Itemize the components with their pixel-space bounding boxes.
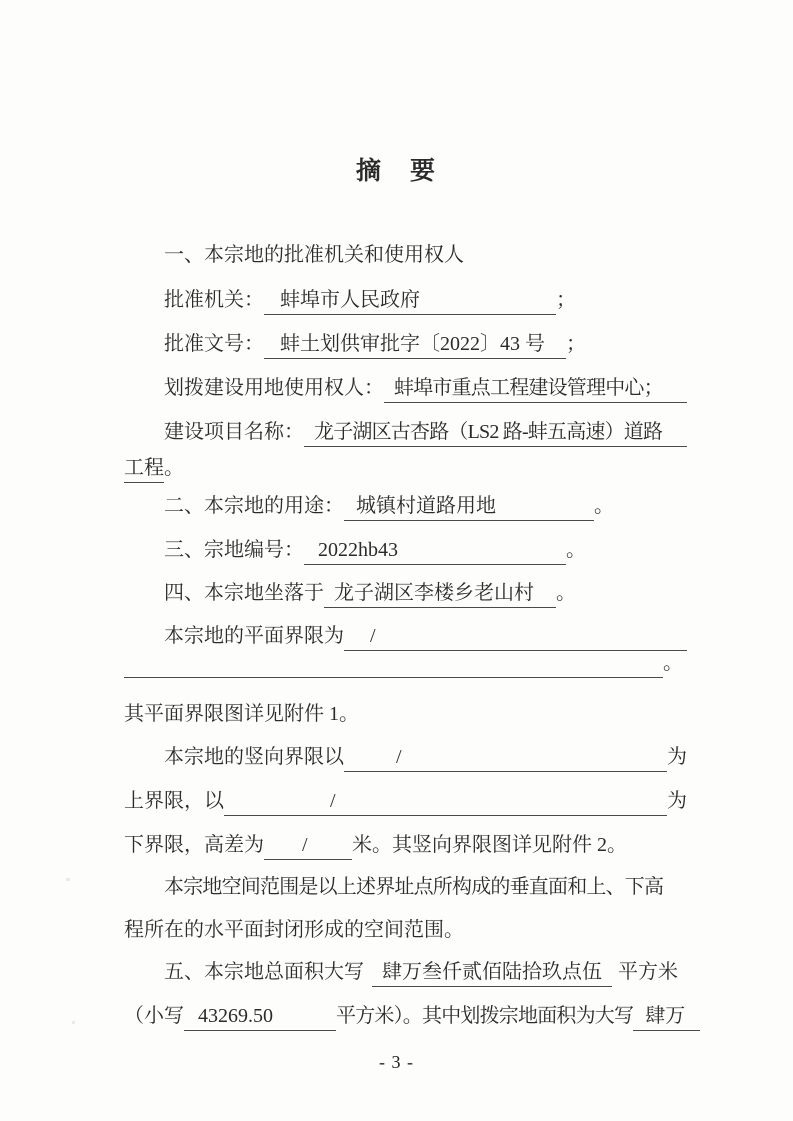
vertical-line2-lead: 上界限，以 (124, 790, 224, 812)
total-area-lead: 五、本宗地总面积大写 (164, 961, 364, 983)
location-line (124, 578, 687, 608)
scan-speck (66, 878, 70, 881)
location-suffix: 。 (556, 582, 576, 604)
land-use-suffix: 。 (594, 495, 614, 517)
total-area-capital-value: 肆万叁仟贰佰陆拾玖点伍 (372, 957, 612, 987)
parcel-number-line (124, 535, 687, 565)
planar-note: 其平面界限图详见附件 1。 (124, 703, 359, 725)
land-user-line (124, 373, 687, 403)
approval-document-line (124, 329, 687, 359)
approval-authority-suffix: ； (556, 289, 576, 311)
space-scope-line2 (124, 915, 687, 945)
land-user-value: 蚌埠市重点工程建设管理中心 (394, 377, 644, 399)
allocated-area-capital-value: 肆万 (633, 1001, 700, 1031)
vertical-upper-tail: 为 (667, 746, 687, 768)
vertical-boundary-line3 (124, 830, 687, 860)
planar-note-line (124, 699, 687, 729)
scan-speck (72, 1021, 75, 1024)
approval-document-label: 批准文号： (164, 333, 264, 355)
vertical-boundary-line2 (124, 786, 687, 816)
vertical-boundary-line1 (124, 742, 687, 772)
total-area-unit: 平方米 (618, 961, 678, 983)
planar-boundary-label: 本宗地的平面界限为 (164, 625, 344, 647)
total-area-line1 (124, 957, 700, 987)
land-use-label: 二、本宗地的用途： (164, 495, 344, 517)
parcel-number-label: 三、宗地编号： (164, 539, 304, 561)
total-area-line2-lead: （小写 (124, 1005, 184, 1027)
approval-authority-value: 蚌埠市人民政府 (264, 285, 556, 315)
project-name-line (124, 417, 687, 447)
vertical-line3-lead: 下界限，高差为 (124, 834, 264, 856)
approval-document-suffix: ； (566, 333, 586, 355)
vertical-boundary-lead: 本宗地的竖向界限以 (164, 746, 344, 768)
parcel-number-value: 2022hb43 (304, 535, 566, 565)
parcel-number-suffix: 。 (566, 539, 586, 561)
section1-heading: 一、本宗地的批准机关和使用权人 (164, 244, 464, 266)
planar-boundary-value: / (344, 621, 687, 651)
location-value: 龙子湖区李楼乡老山村 (324, 578, 556, 608)
project-name-continuation-line (124, 453, 687, 483)
land-use-line (124, 491, 687, 521)
project-name-label: 建设项目名称： (164, 421, 304, 443)
total-area-line2-mid: 平方米）。其中划拨宗地面积为大写 (336, 1005, 634, 1027)
page-title: 摘 要 (355, 158, 437, 185)
vertical-lower-value: / (224, 786, 667, 816)
project-name-value-line1: 龙子湖区古杏路（LS2 路-蚌五高速）道路 (304, 417, 687, 447)
approval-document-value: 蚌土划供审批字〔2022〕43 号 (264, 329, 566, 359)
total-area-numeric-value: 43269.50 (184, 1001, 336, 1031)
planar-boundary-cont-suffix: 。 (663, 652, 683, 674)
space-scope-line1 (124, 872, 687, 902)
planar-boundary-line (124, 621, 687, 651)
space-scope-text2: 程所在的水平面封闭形成的空间范围。 (124, 919, 464, 941)
approval-authority-line (124, 285, 687, 315)
approval-authority-label: 批准机关： (164, 289, 264, 311)
section1-heading-line (124, 240, 687, 270)
vertical-diff-value: / (264, 830, 352, 860)
planar-boundary-continuation-line (124, 648, 683, 678)
vertical-line3-tail: 米。其竖向界限图详见附件 2。 (352, 834, 627, 856)
location-label: 四、本宗地坐落于 (164, 582, 324, 604)
vertical-line2-tail: 为 (667, 790, 687, 812)
total-area-line2 (124, 1001, 700, 1031)
project-name-suffix: 。 (164, 457, 184, 479)
land-user-underline (384, 373, 687, 403)
land-user-suffix: ； (643, 377, 664, 399)
planar-boundary-blank-underline (124, 648, 663, 678)
project-name-value-line2: 工程 (124, 453, 164, 483)
space-scope-text1: 本宗地空间范围是以上述界址点所构成的垂直面和上、下高 (164, 876, 664, 898)
land-user-label: 划拨建设用地使用权人： (164, 377, 384, 399)
vertical-upper-value: / (344, 742, 667, 772)
page-number: - 3 - (379, 1052, 414, 1072)
land-use-value: 城镇村道路用地 (344, 491, 594, 521)
